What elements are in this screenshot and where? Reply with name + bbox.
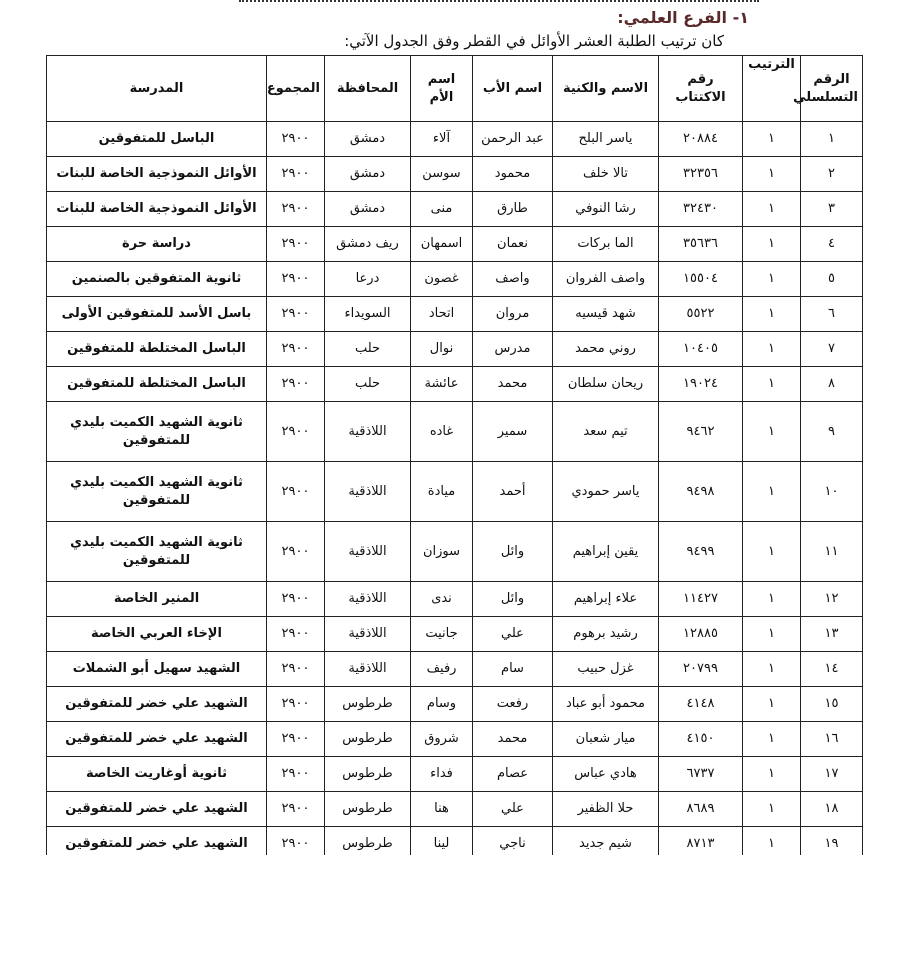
cell-father: مروان: [473, 297, 553, 332]
cell-total: ٢٩٠٠: [267, 827, 325, 862]
cell-province: اللاذقية: [325, 617, 411, 652]
page-bottom: [0, 855, 899, 960]
cell-exam-no: ٨٧١٣: [659, 827, 743, 862]
cell-rank: ١: [743, 367, 801, 402]
cell-exam-no: ١٢٨٨٥: [659, 617, 743, 652]
table-header-row: [47, 56, 863, 122]
cell-school: دراسة حرة: [47, 227, 267, 262]
table-row: [47, 757, 863, 792]
cell-serial: ١٨: [801, 792, 863, 827]
top-students-table: [46, 55, 863, 862]
cell-serial: ٢: [801, 157, 863, 192]
cell-father: واصف: [473, 262, 553, 297]
cell-total: ٢٩٠٠: [267, 687, 325, 722]
cell-rank: ١: [743, 157, 801, 192]
cell-exam-no: ٩٤٩٩: [659, 522, 743, 582]
table-row: [47, 157, 863, 192]
table-row: [47, 722, 863, 757]
cell-serial: ١٣: [801, 617, 863, 652]
cell-exam-no: ٨٦٨٩: [659, 792, 743, 827]
cell-school: باسل الأسد للمتفوقين الأولى: [47, 297, 267, 332]
cell-school: الباسل المختلطة للمتفوقين: [47, 332, 267, 367]
cell-rank: ١: [743, 582, 801, 617]
cell-school: الشهيد علي خضر للمتفوقين: [47, 827, 267, 862]
cell-name: روني محمد: [553, 332, 659, 367]
cell-name: الما بركات: [553, 227, 659, 262]
cell-rank: ١: [743, 757, 801, 792]
cell-province: دمشق: [325, 192, 411, 227]
table-row: [47, 192, 863, 227]
cell-serial: ٣: [801, 192, 863, 227]
cell-school: الشهيد علي خضر للمتفوقين: [47, 792, 267, 827]
cell-school: الأوائل النموذجية الخاصة للبنات: [47, 192, 267, 227]
cell-name: محمود أبو عباد: [553, 687, 659, 722]
cell-father: محمد: [473, 367, 553, 402]
cell-serial: ١٩: [801, 827, 863, 862]
cell-rank: ١: [743, 192, 801, 227]
cell-father: عبد الرحمن: [473, 122, 553, 157]
cell-total: ٢٩٠٠: [267, 367, 325, 402]
cell-mother: فداء: [411, 757, 473, 792]
cell-exam-no: ٩٤٩٨: [659, 462, 743, 522]
cell-total: ٢٩٠٠: [267, 297, 325, 332]
cell-exam-no: ٣٢٣٥٦: [659, 157, 743, 192]
col-header-mother: اسم الأم: [411, 56, 473, 122]
cell-province: اللاذقية: [325, 522, 411, 582]
cell-rank: ١: [743, 522, 801, 582]
cell-mother: عائشة: [411, 367, 473, 402]
cell-province: حلب: [325, 367, 411, 402]
cell-father: أحمد: [473, 462, 553, 522]
cell-rank: ١: [743, 827, 801, 862]
cell-rank: ١: [743, 297, 801, 332]
cell-exam-no: ٩٤٦٢: [659, 402, 743, 462]
cell-father: محمد: [473, 722, 553, 757]
cell-name: غزل حبيب: [553, 652, 659, 687]
cell-father: رفعت: [473, 687, 553, 722]
cell-total: ٢٩٠٠: [267, 122, 325, 157]
cell-rank: ١: [743, 402, 801, 462]
table-row: [47, 332, 863, 367]
cell-father: علي: [473, 617, 553, 652]
col-header-father: اسم الأب: [473, 56, 553, 122]
cell-province: دمشق: [325, 122, 411, 157]
cell-school: الإخاء العربي الخاصة: [47, 617, 267, 652]
cell-total: ٢٩٠٠: [267, 582, 325, 617]
cell-father: محمود: [473, 157, 553, 192]
cell-exam-no: ٢٠٧٩٩: [659, 652, 743, 687]
table-row: [47, 462, 863, 522]
cell-mother: اتحاد: [411, 297, 473, 332]
cell-exam-no: ١١٤٢٧: [659, 582, 743, 617]
cell-total: ٢٩٠٠: [267, 792, 325, 827]
cell-school: الباسل للمتفوقين: [47, 122, 267, 157]
cell-school: ثانوية أوغاريت الخاصة: [47, 757, 267, 792]
cell-serial: ١٥: [801, 687, 863, 722]
cell-mother: منى: [411, 192, 473, 227]
col-header-rank: الترتيب: [743, 56, 801, 122]
table-row: [47, 617, 863, 652]
cell-school: ثانوية الشهيد الكميت بليدي للمتفوقين: [47, 522, 267, 582]
cell-name: ياسر البلح: [553, 122, 659, 157]
cell-total: ٢٩٠٠: [267, 332, 325, 367]
cell-exam-no: ٢٠٨٨٤: [659, 122, 743, 157]
cell-mother: شروق: [411, 722, 473, 757]
cell-name: تالا خلف: [553, 157, 659, 192]
cell-school: ثانوية الشهيد الكميت بليدي للمتفوقين: [47, 462, 267, 522]
cell-province: ريف دمشق: [325, 227, 411, 262]
cell-mother: رفيف: [411, 652, 473, 687]
cell-mother: هنا: [411, 792, 473, 827]
cell-mother: ندى: [411, 582, 473, 617]
cell-rank: ١: [743, 687, 801, 722]
cell-exam-no: ١٩٠٢٤: [659, 367, 743, 402]
cell-name: علاء إبراهيم: [553, 582, 659, 617]
cell-province: طرطوس: [325, 722, 411, 757]
cell-mother: غصون: [411, 262, 473, 297]
cell-name: شيم جديد: [553, 827, 659, 862]
cell-serial: ١٢: [801, 582, 863, 617]
cell-rank: ١: [743, 722, 801, 757]
table-row: [47, 262, 863, 297]
cell-serial: ٧: [801, 332, 863, 367]
cell-mother: آلاء: [411, 122, 473, 157]
cell-province: طرطوس: [325, 757, 411, 792]
cell-mother: غاده: [411, 402, 473, 462]
cell-school: الشهيد علي خضر للمتفوقين: [47, 722, 267, 757]
cell-mother: اسمهان: [411, 227, 473, 262]
cell-father: ناجي: [473, 827, 553, 862]
cell-father: سام: [473, 652, 553, 687]
cell-school: ثانوية المتفوقين بالصنمين: [47, 262, 267, 297]
cell-name: هادي عباس: [553, 757, 659, 792]
cell-total: ٢٩٠٠: [267, 522, 325, 582]
col-header-school: المدرسة: [47, 56, 267, 122]
cell-father: سمير: [473, 402, 553, 462]
cell-exam-no: ٥٥٢٢: [659, 297, 743, 332]
cell-father: مدرس: [473, 332, 553, 367]
cell-total: ٢٩٠٠: [267, 262, 325, 297]
cropped-previous-line: [239, 0, 759, 8]
cell-father: وائل: [473, 522, 553, 582]
cell-name: ريحان سلطان: [553, 367, 659, 402]
cell-name: ميار شعبان: [553, 722, 659, 757]
table-row: [47, 652, 863, 687]
cell-total: ٢٩٠٠: [267, 757, 325, 792]
cell-serial: ٦: [801, 297, 863, 332]
cell-province: طرطوس: [325, 792, 411, 827]
cell-province: اللاذقية: [325, 462, 411, 522]
table-row: [47, 367, 863, 402]
cell-province: طرطوس: [325, 827, 411, 862]
cell-school: ثانوية الشهيد الكميت بليدي للمتفوقين: [47, 402, 267, 462]
cell-school: الأوائل النموذجية الخاصة للبنات: [47, 157, 267, 192]
cell-rank: ١: [743, 652, 801, 687]
cell-province: حلب: [325, 332, 411, 367]
cell-name: يقين إبراهيم: [553, 522, 659, 582]
table-caption: كان ترتيب الطلبة العشر الأوائل في القطر وفق الجدول الآتي:: [344, 32, 724, 50]
col-header-exam-no: رقم الاكتتاب: [659, 56, 743, 122]
cell-exam-no: ٣٥٦٣٦: [659, 227, 743, 262]
cell-school: الشهيد سهيل أبو الشملات: [47, 652, 267, 687]
cell-total: ٢٩٠٠: [267, 192, 325, 227]
cell-province: اللاذقية: [325, 402, 411, 462]
cell-exam-no: ٤١٤٨: [659, 687, 743, 722]
cell-name: حلا الظفير: [553, 792, 659, 827]
cell-exam-no: ١٥٥٠٤: [659, 262, 743, 297]
cell-serial: ١٠: [801, 462, 863, 522]
cell-province: السويداء: [325, 297, 411, 332]
cell-total: ٢٩٠٠: [267, 157, 325, 192]
cell-mother: سوزان: [411, 522, 473, 582]
cell-mother: نوال: [411, 332, 473, 367]
cell-serial: ١٧: [801, 757, 863, 792]
cell-mother: لينا: [411, 827, 473, 862]
table-row: [47, 297, 863, 332]
cell-total: ٢٩٠٠: [267, 617, 325, 652]
cell-father: نعمان: [473, 227, 553, 262]
cell-mother: سوسن: [411, 157, 473, 192]
table-row: [47, 522, 863, 582]
cell-serial: ١٤: [801, 652, 863, 687]
cell-total: ٢٩٠٠: [267, 402, 325, 462]
col-header-total: المجموع: [267, 56, 325, 122]
table-row: [47, 792, 863, 827]
cell-school: المنير الخاصة: [47, 582, 267, 617]
cell-total: ٢٩٠٠: [267, 722, 325, 757]
cell-father: وائل: [473, 582, 553, 617]
col-header-name: الاسم والكنية: [553, 56, 659, 122]
cell-mother: جانيت: [411, 617, 473, 652]
cell-exam-no: ١٠٤٠٥: [659, 332, 743, 367]
cell-province: اللاذقية: [325, 652, 411, 687]
table-row: [47, 402, 863, 462]
cell-mother: ميادة: [411, 462, 473, 522]
cell-province: درعا: [325, 262, 411, 297]
cell-name: ياسر حمودي: [553, 462, 659, 522]
cell-name: تيم سعد: [553, 402, 659, 462]
cell-father: طارق: [473, 192, 553, 227]
cell-rank: ١: [743, 462, 801, 522]
cell-total: ٢٩٠٠: [267, 462, 325, 522]
cell-serial: ١: [801, 122, 863, 157]
cell-rank: ١: [743, 227, 801, 262]
table-row: [47, 227, 863, 262]
cell-father: علي: [473, 792, 553, 827]
cell-rank: ١: [743, 792, 801, 827]
cell-serial: ٨: [801, 367, 863, 402]
table-row: [47, 122, 863, 157]
cell-rank: ١: [743, 122, 801, 157]
cell-rank: ١: [743, 617, 801, 652]
cell-province: دمشق: [325, 157, 411, 192]
cell-school: الشهيد علي خضر للمتفوقين: [47, 687, 267, 722]
cell-rank: ١: [743, 332, 801, 367]
cell-name: رشيد برهوم: [553, 617, 659, 652]
col-header-province: المحافظة: [325, 56, 411, 122]
cell-province: طرطوس: [325, 687, 411, 722]
cell-province: اللاذقية: [325, 582, 411, 617]
cell-serial: ٤: [801, 227, 863, 262]
cell-name: رشا النوفي: [553, 192, 659, 227]
table-row: [47, 582, 863, 617]
cell-serial: ١٦: [801, 722, 863, 757]
cell-exam-no: ٣٢٤٣٠: [659, 192, 743, 227]
cell-total: ٢٩٠٠: [267, 652, 325, 687]
col-header-serial: الرقم التسلسلي: [801, 56, 863, 122]
cell-mother: وسام: [411, 687, 473, 722]
cell-serial: ٥: [801, 262, 863, 297]
cell-serial: ٩: [801, 402, 863, 462]
section-title: ١- الفرع العلمي:: [617, 8, 749, 27]
table-row: [47, 687, 863, 722]
cell-school: الباسل المختلطة للمتفوقين: [47, 367, 267, 402]
cell-serial: ١١: [801, 522, 863, 582]
cell-rank: ١: [743, 262, 801, 297]
cell-father: عصام: [473, 757, 553, 792]
cell-name: شهد قيسيه: [553, 297, 659, 332]
cell-exam-no: ٦٧٣٧: [659, 757, 743, 792]
cell-total: ٢٩٠٠: [267, 227, 325, 262]
cell-exam-no: ٤١٥٠: [659, 722, 743, 757]
cell-name: واصف الفروان: [553, 262, 659, 297]
